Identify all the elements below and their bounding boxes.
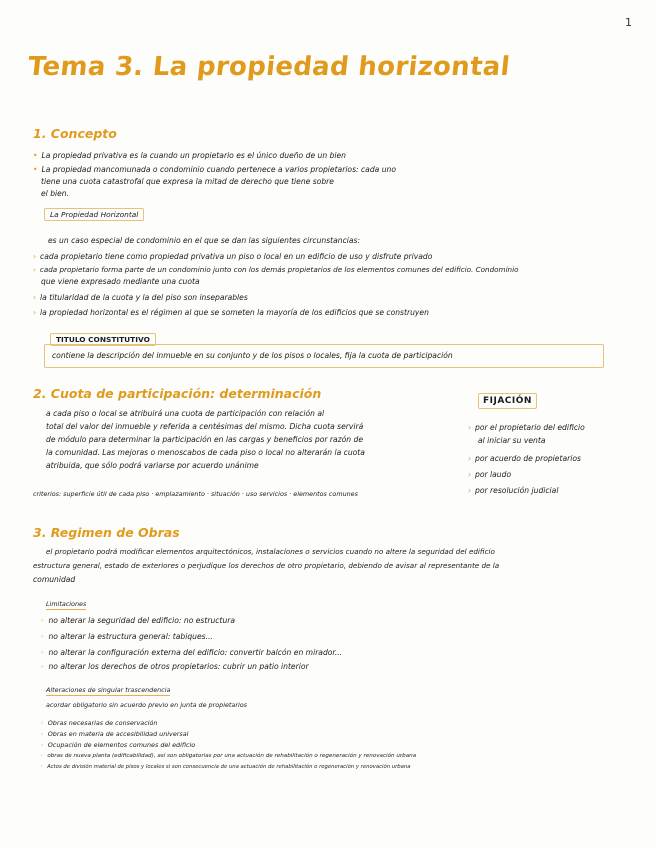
ph-circumstance-3: › la titularidad de la cuota y la del piso son inseparables [33, 293, 248, 302]
bullet-icon: ◦ [40, 616, 45, 625]
ph-intro: es un caso especial de condominio en el que se dan las siguientes circunstancias: [48, 236, 361, 245]
limitaciones-title: Limitaciones [46, 600, 87, 608]
bullet-icon: › [468, 454, 472, 463]
s1-bullet-1: • La propiedad privativa es la cuando un propietario es el único dueño de un bien [33, 151, 346, 160]
bullet-icon: › [33, 265, 36, 274]
alteracion-2: ◦ Obras en materia de accesibilidad universal [40, 730, 189, 738]
s2-paragraph-line-5: atribuida, que sólo podrá variarse por acuerdo unánime [46, 461, 259, 470]
ph-circumstance-1: › cada propietario tiene como propiedad privativa un piso o local en un edificio de uso y disfrute privado [33, 252, 433, 261]
s3-paragraph-line-2: estructura general, estado de exteriores o perjudique los derechos de otro propietario, debiendo de avisar al representante de la [33, 561, 500, 570]
bullet-icon: ◦ [40, 741, 44, 749]
fijacion-box: FIJACIÓN [478, 393, 537, 409]
page-title: Tema 3. La propiedad horizontal [26, 52, 512, 82]
alteraciones-intro: acordar obligatorio sin acuerdo previo en junta de propietarios [46, 701, 247, 709]
s2-paragraph-line-3: de módulo para determinar la participación en las cargas y beneficios por razón de [46, 435, 364, 444]
bullet-icon: ◦ [40, 764, 44, 770]
s1-bullet-2-line-3: el bien. [41, 189, 70, 198]
bullet-icon: › [33, 308, 37, 317]
alteracion-1: ◦ Obras necesarias de conservación [40, 719, 158, 727]
ph-circumstance-2: › cada propietario forma parte de un condominio junto con los demás propietarios de los elementos comunes del edificio. Condominio [33, 265, 519, 274]
ph-circumstance-4: › la propiedad horizontal es el régimen al que se someten la mayoría de los edificios que se construyen [33, 308, 429, 317]
limitacion-1: ◦ no alterar la seguridad del edificio: no estructura [40, 616, 236, 625]
bullet-icon: ◦ [40, 730, 44, 738]
bullet-icon: ◦ [40, 753, 44, 759]
bullet-icon: • [33, 165, 38, 174]
alteracion-5: ◦ Actos de división material de pisos y locales si son consecuencia de una actuación de rehabilitación o regeneración y renovación urbana [40, 764, 411, 770]
ph-circumstance-2-line-2: que viene expresado mediante una cuota [41, 277, 200, 286]
fijacion-item-3: › por laudo [468, 470, 512, 479]
fijacion-item-4: › por resolución judicial [468, 486, 559, 495]
bullet-icon: › [468, 423, 472, 432]
bullet-icon: › [33, 293, 37, 302]
fijacion-item-1: › por el propietario del edificio [468, 423, 585, 432]
limitacion-4: ◦ no alterar los derechos de otros propietarios: cubrir un patio interior [40, 662, 309, 671]
page-number: 1 [625, 16, 632, 29]
limitacion-3: ◦ no alterar la configuración externa del edificio: convertir balcón en mirador... [40, 648, 343, 657]
s2-criteria: criterios: superficie útil de cada piso · emplazamiento · situación · uso servicios · elementos comunes [33, 490, 358, 498]
titulo-constitutivo-box: TITULO CONSTITUTIVO [50, 333, 156, 346]
bullet-icon: ◦ [40, 719, 44, 727]
propiedad-horizontal-box: La Propiedad Horizontal [44, 208, 144, 221]
titulo-constitutivo-text: contiene la descripción del inmueble en su conjunto y de los pisos o locales, fija la cuota de participación [52, 351, 453, 360]
bullet-icon: • [33, 151, 38, 160]
bullet-icon: ◦ [40, 662, 45, 671]
bullet-icon: ◦ [40, 648, 45, 657]
section-2-heading: 2. Cuota de participación: determinación [33, 386, 322, 401]
fijacion-item-2: › por acuerdo de propietarios [468, 454, 581, 463]
alteracion-4: ◦ obras de nueva planta (edificabilidad), así son obligatorias por una actuación de rehabilitación o regeneración y renovación urbana [40, 753, 417, 759]
limitacion-2: ◦ no alterar la estructura general: tabiques... [40, 632, 213, 641]
s2-paragraph-line-2: total del valor del inmueble y referida a centésimas del mismo. Dicha cuota servirá [46, 422, 364, 431]
bullet-icon: › [468, 470, 472, 479]
s2-paragraph-line-4: la comunidad. Las mejoras o menoscabos de cada piso o local no alterarán la cuota [46, 448, 365, 457]
bullet-icon: ◦ [40, 632, 45, 641]
s3-paragraph-line-1: el propietario podrá modificar elementos arquitectónicos, instalaciones o servicios cuando no altere la seguridad del edificio [46, 547, 495, 556]
alteracion-3: ◦ Ocupación de elementos comunes del edificio [40, 741, 196, 749]
s1-bullet-2-line-2: tiene una cuota catastrofal que expresa la mitad de derecho que tiene sobre [41, 177, 334, 186]
s3-paragraph-line-3: comunidad [33, 575, 76, 584]
alteraciones-title: Alteraciones de singular trascendencia [46, 686, 171, 694]
bullet-icon: › [33, 252, 37, 261]
section-3-heading: 3. Regimen de Obras [33, 525, 180, 540]
s1-bullet-2: • La propiedad mancomunada o condominio cuando pertenece a varios propietarios: cada uno [33, 165, 396, 174]
bullet-icon: › [468, 486, 472, 495]
section-1-heading: 1. Concepto [33, 126, 117, 141]
s2-paragraph-line-1: a cada piso o local se atribuirá una cuota de participación con relación al [46, 409, 325, 418]
fijacion-item-1-line-2: al iniciar su venta [478, 436, 546, 445]
